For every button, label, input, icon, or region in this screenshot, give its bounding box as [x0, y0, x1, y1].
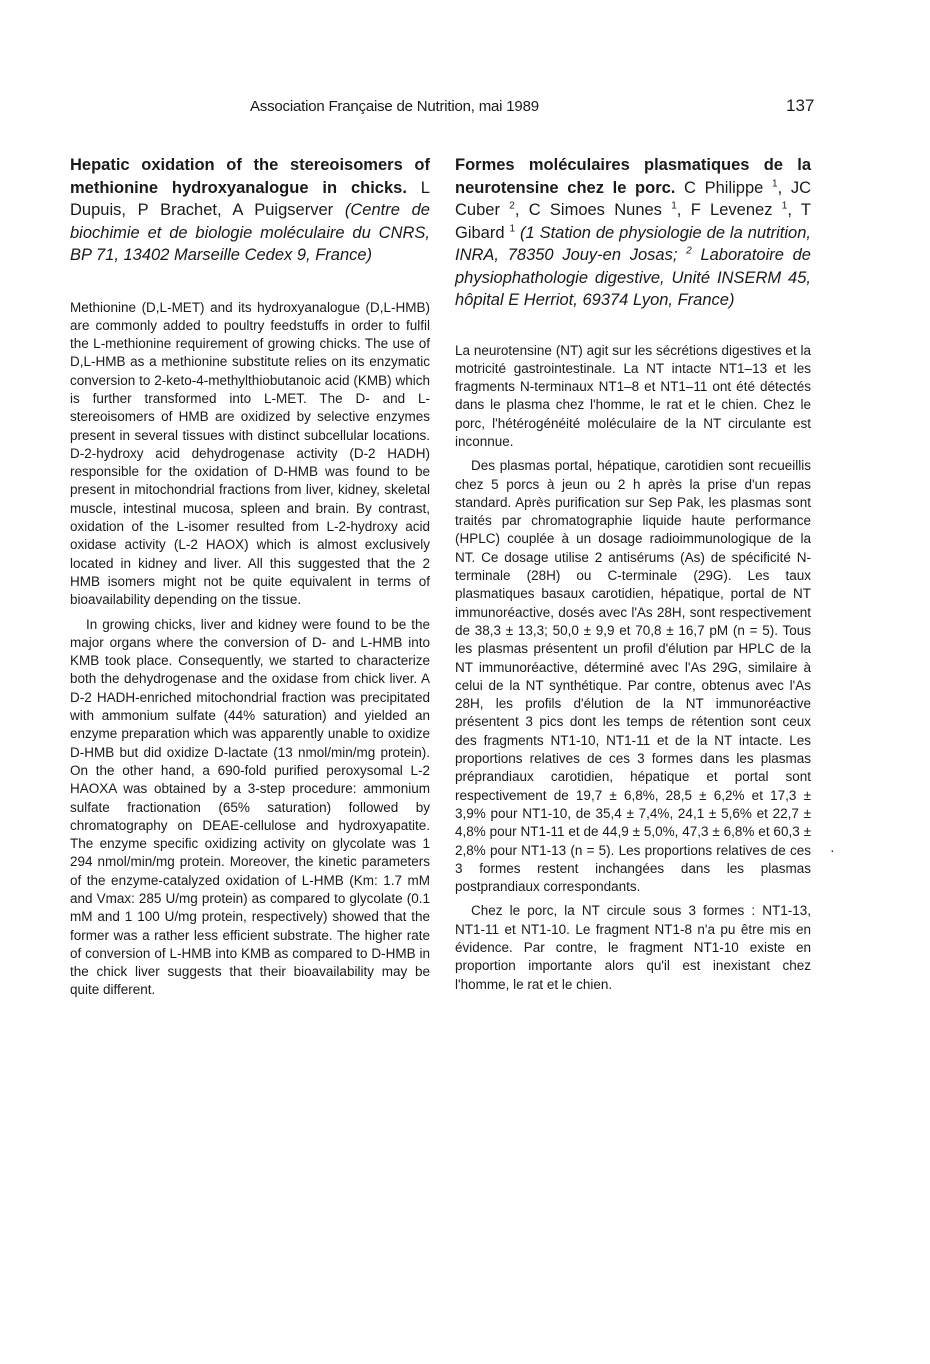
author-2-sup: 2: [509, 200, 515, 212]
affiliation-1-mark: (1: [519, 223, 535, 242]
author-1: C Philippe: [684, 178, 764, 197]
left-article-heading: [70, 154, 430, 267]
right-article-heading: Formes moléculaires plasmatiques de la neurotensine chez le porc. C Philippe $^1$, JC Cuber $^2$, C Simoes Nunes $^1$, F Levenez $^1$, T Gibard $^1$ (1 Station de physiologie de la nutrition, INRA, 78350 Jouy-en Josas; $^2$ Laboratoire de physiophathologie digestive, Unité INSERM 45, hôpital E Herriot, 69374 Lyon, France): [455, 156, 811, 309]
author-5: T Gibard: [455, 201, 811, 242]
left-article-affiliation: (Centre de biochimie et de biologie moléculaire du CNRS, BP 71, 13402 Marseille Cedex 9, France): [70, 201, 430, 264]
left-article-authors: L Dupuis, P Brachet, A Puigserver: [70, 178, 430, 219]
affiliation-2-mark: 2: [686, 245, 692, 257]
right-abstract: [455, 342, 811, 994]
running-head: Association Française de Nutrition, mai 1989: [250, 98, 539, 115]
right-paragraph-2: Des plasmas portal, hépatique, carotidien sont recueillis chez 5 porcs à jeun ou 2 h après la prise d'un repas standard. Après purification sur Sep Pak, les plasmas sont traités par chromatographie liquide haute performance (HPLC) couplée à un dosage radioimmunologique de la NT. Ce dosage utilise 2 antisérums (As) de spécificité N-terminale (28H) ou C-terminale (29G). Les taux plasmatiques basaux carotidien, hépatique, portal de NT immunoréactive, dosés avec l'As 28H, sont respectivement de 38,3 ± 13,3; 50,0 ± 9,9 et 70,8 ± 16,7 pM (n = 5). Tous les plasmas présentent un profil d'élution par HPLC de la NT immunoréactive, déterminé avec l'As 29G, similaire à celui de la NT synthétique. Par contre, obtenus avec l'As 28H, les profils d'élution de la NT immunoréactive présentent 3 pics dont les temps de rétention sont ceux des fragments NT1-10, NT1-11 et de la NT intacte. Les proportions relatives de ces 3 formes dans les plasmas préprandiaux carotidien, hépatique et portal sont respectivement de 19,7 ± 6,8%, 28,5 ± 6,2% et 17,3 ± 3,9% pour NT1-10, de 35,4 ± 7,4%, 24,1 ± 5,6% et 22,7 ± 4,8% pour NT1-11 et de 44,9 ± 5,0%, 47,3 ± 6,8% et 60,3 ± 2,8% pour NT1-13 (n = 5). Les proportions relatives de ces 3 formes restent inchangées dans les plasmas postprandiaux correspondants.: [455, 458, 811, 895]
left-column: [70, 154, 430, 1006]
affiliation-2: Laboratoire de physiophathologie digestive, Unité INSERM 45, hôpital E Herriot, 69374 Lyon, France): [455, 246, 811, 309]
author-3-sup: 1: [671, 200, 677, 212]
left-paragraph-1: Methionine (D,L-MET) and its hydroxyanalogue (D,L-HMB) are commonly added to poultry feedstuffs in order to fulfil the L-methionine requirement of growing chicks. The use of D,L-HMB as a methionine substitute relies on its enzymatic conversion to 2-keto-4-methylthiobutanoic acid (KMB) which is further transformed into L-MET. The D- and L-stereoisomers of HMB are oxidized by selective enzymes present in several tissues with distinct subcellular locations. D-2-hydroxy acid dehydrogenase activity (D-2 HADH) responsible for the oxidation of D-HMB was found to be present in mitochondrial fractions from liver, kidney, skeletal muscle, intestinal mucosa, spleen and brain. By contrast, oxidation of the L-isomer resulted from L-2-hydroxy acid oxidase activity (L-2 HAOX) which is almost exclusively located in kidney and liver. All this suggested that the 2 HMB isomers might not be quite equivalent in terms of bioavailability depending on the tissue.: [70, 299, 430, 608]
stray-mark: ·: [830, 842, 835, 858]
left-article-title: Hepatic oxidation of the stereoisomers of methionine hydroxyanalogue in chicks.: [70, 156, 430, 197]
right-article-title: Formes moléculaires plasmatiques de la neurotensine chez le porc.: [455, 156, 811, 197]
right-column: [455, 154, 811, 1000]
author-2: JC Cuber: [455, 178, 811, 219]
author-4-sup: 1: [781, 200, 788, 212]
page-number: 137: [786, 96, 815, 115]
left-abstract: [70, 299, 430, 1000]
right-paragraph-1: La neurotensine (NT) agit sur les sécrétions digestives et la motricité gastrointestinale. La NT intacte NT1–13 et les fragments N-terminaux NT1–8 et NT1–11 ont été détectés dans le plasma chez l'homme, le rat et le chien. Chez le porc, l'hétérogénéité moléculaire de la NT circulante est inconnue.: [455, 342, 811, 449]
author-3: C Simoes Nunes: [528, 201, 662, 219]
author-4: F Levenez: [690, 201, 773, 219]
right-paragraph-3: Chez le porc, la NT circule sous 3 formes : NT1-13, NT1-11 et NT1-10. Le fragment NT1-8 n'a pu être mis en évidence. Par contre, le fragment NT1-10 existe en proportion importante alors qu'il est inexistant chez l'homme, le rat et le chien.: [455, 903, 811, 992]
author-1-sup: 1: [772, 178, 778, 189]
affiliation-1: Station de physiologie de la nutrition, INRA, 78350 Jouy-en Josas;: [455, 223, 811, 264]
author-5-sup: 1: [509, 223, 516, 234]
left-paragraph-2: In growing chicks, liver and kidney were found to be the major organs where the conversion of D- and L-HMB into KMB took place. Consequently, we started to characterize both the dehydrogenase and the oxidase from chick liver. A D-2 HADH-enriched mitochondrial fraction was precipitated with ammonium sulfate (44% saturation) and yielded an enzyme preparation which was apparently unable to oxidize D-HMB but did oxidize D-lactate (13 nmol/min/mg protein). On the other hand, a 690-fold purified peroxysomal L-2 HAOXA was obtained by a 3-step procedure: ammonium sulfate fractionation (65% saturation) followed by chromatography on DEAE-cellulose and hydroxyapatite. The enzyme specific oxidizing activity on glycolate was 1 294 nmol/min/mg protein. Moreover, the kinetic parameters of the enzyme-catalyzed oxidation of L-HMB (Km: 1.7 mM and Vmax: 285 U/mg protein) as compared to glycolate (0.1 mM and 1 100 U/mg protein, respectively) showed that the former was a rather less efficient substrate. The higher rate of conversion of L-HMB into KMB as compared to D-HMB in the chick liver suggests that their bioavailability may be quite different.: [70, 616, 430, 998]
